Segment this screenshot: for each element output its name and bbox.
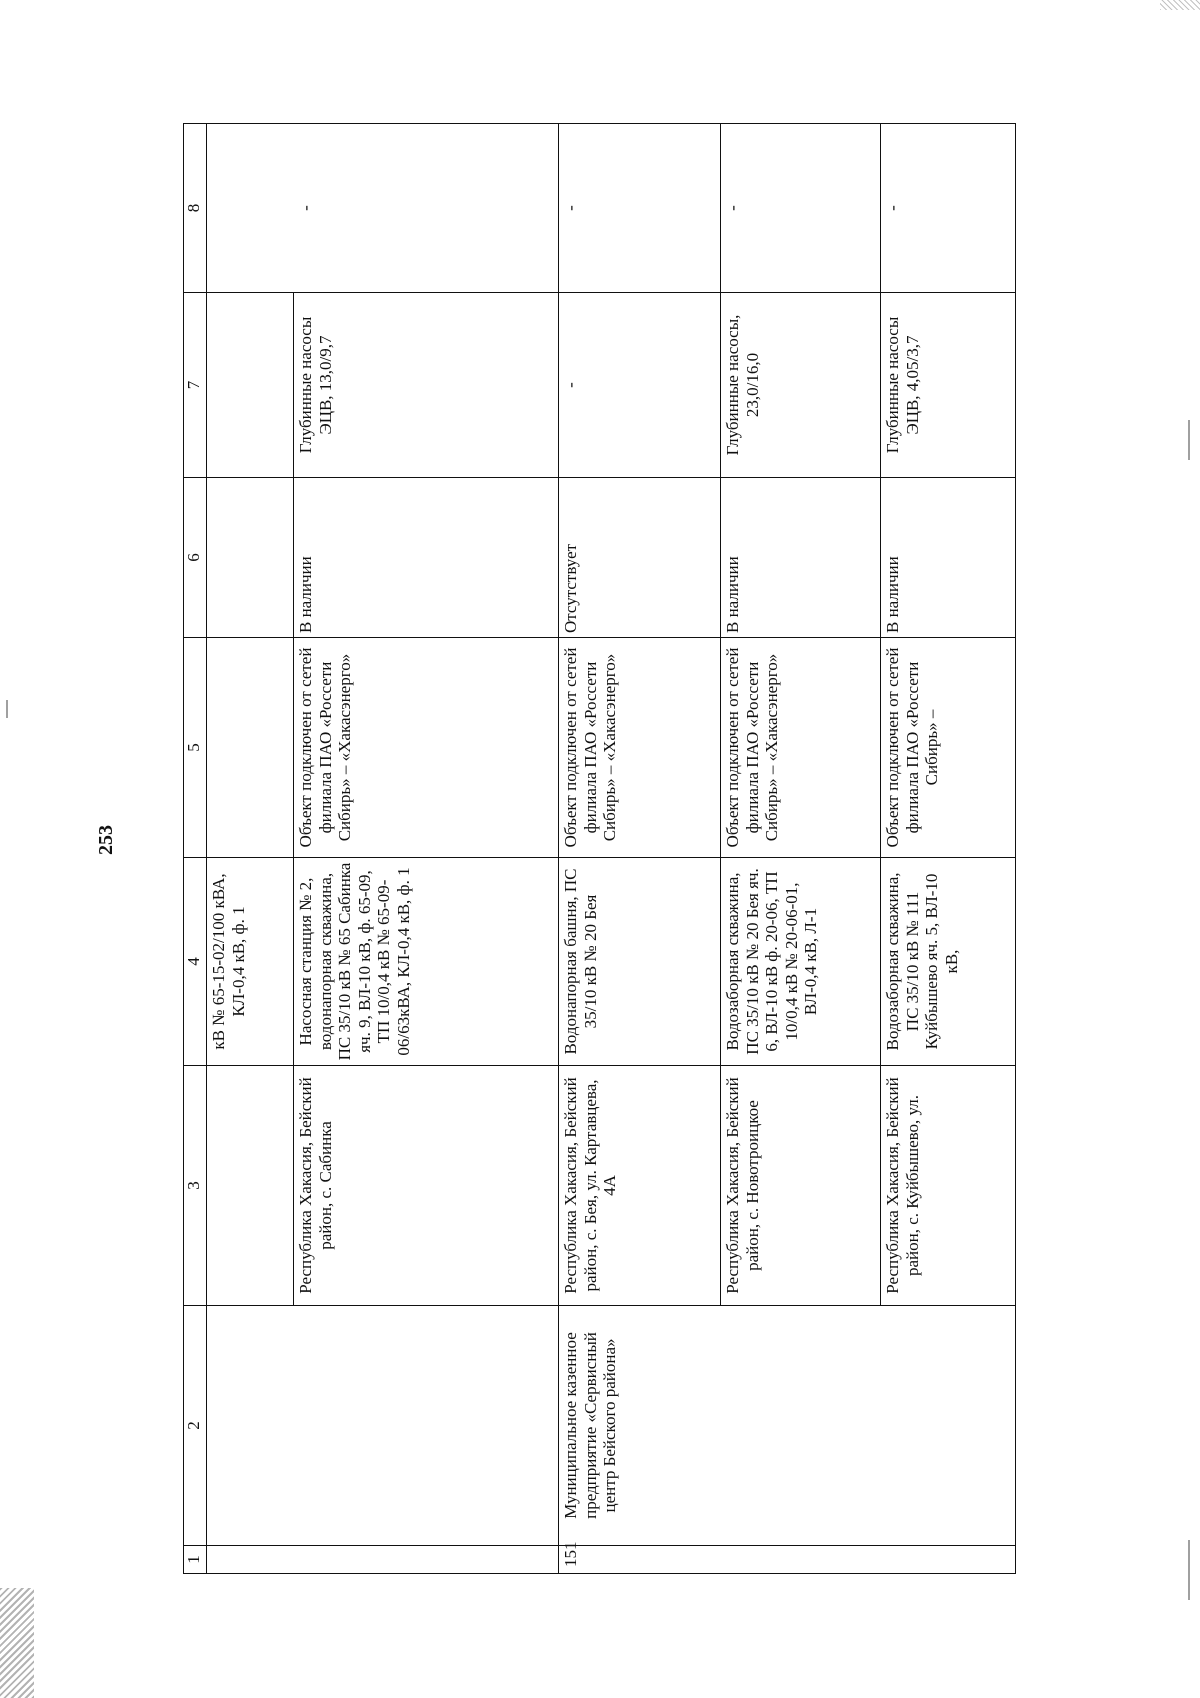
- cell-address: Республика Хакасия, Бейский район, с. Сабинка: [294, 1066, 559, 1306]
- cell-reserve: [207, 478, 294, 638]
- column-header: 3: [184, 1066, 207, 1306]
- cell-no: [294, 1546, 559, 1574]
- cell-power-source: Насосная станция № 2, водонапорная скважина, ПС 35/10 кВ № 65 Сабинка яч. 9, ВЛ-10 кВ, ф. 65-09, ТП 10/0,4 кВ № 65-09-06/63кВА, КЛ-0,4 кВ, ф. 1: [294, 858, 559, 1066]
- cell-address: Республика Хакасия, Бейский район, с. Бея, ул. Картавцева, 4А: [559, 1066, 721, 1306]
- cell-power-source: Водозаборная скважина, ПС 35/10 кВ № 111 Куйбышево яч. 5, ВЛ-10 кВ,: [881, 858, 1016, 1066]
- table-row-continuation: [207, 124, 294, 1574]
- column-header-row: [184, 124, 207, 1574]
- cell-organization: Муниципальное казенное предприятие «Сервисный центр Бейского района»: [559, 1306, 1016, 1546]
- scan-edge-mark: [1188, 420, 1190, 460]
- cell-connection: Объект подключен от сетей филиала ПАО «Россети Сибирь» – «Хакасэнерго»: [294, 638, 559, 858]
- cell-address: Республика Хакасия, Бейский район, с. Куйбышево, ул.: [881, 1066, 1016, 1306]
- cell-address: Республика Хакасия, Бейский район, с. Новотроицкое: [721, 1066, 881, 1306]
- cell-power-source: Водозаборная скважина, ПС 35/10 кВ № 20 Бея яч. 6, ВЛ-10 кВ ф. 20-06, ТП 10/0,4 кВ № 20-06-01, ВЛ-0,4 кВ, Л-1: [721, 858, 881, 1066]
- cell-equipment: -: [559, 293, 721, 478]
- cell-reserve: В наличии: [721, 478, 881, 638]
- cell-note: -: [294, 124, 559, 293]
- column-header: 4: [184, 858, 207, 1066]
- cell-reserve: В наличии: [881, 478, 1016, 638]
- cell-equipment: [207, 293, 294, 478]
- table-row: [559, 124, 721, 1574]
- cell-note: -: [721, 124, 881, 293]
- cell-connection: Объект подключен от сетей филиала ПАО «Россети Сибирь» – «Хакасэнерго»: [559, 638, 721, 858]
- cell-connection: Объект подключен от сетей филиала ПАО «Россети Сибирь» –: [881, 638, 1016, 858]
- scan-artifact: [1160, 0, 1200, 10]
- column-header: 1: [184, 1546, 207, 1574]
- column-header: 6: [184, 478, 207, 638]
- scan-edge-mark: [1188, 1540, 1190, 1600]
- cell-address: [207, 1066, 294, 1306]
- data-table: [183, 123, 1016, 1574]
- cell-no: 151: [559, 1546, 1016, 1574]
- cell-organization: [294, 1306, 559, 1546]
- cell-note: [207, 124, 294, 293]
- cell-no: [207, 1546, 294, 1574]
- cell-power-source: Водонапорная башня, ПС 35/10 кВ № 20 Бея: [559, 858, 721, 1066]
- scan-artifact: [0, 1588, 34, 1698]
- cell-power-source: кВ № 65-15-02/100 кВА, КЛ-0,4 кВ, ф. 1: [207, 858, 294, 1066]
- cell-equipment: Глубинные насосы ЭЦВ, 13,0/9,7: [294, 293, 559, 478]
- column-header: 8: [184, 124, 207, 293]
- cell-equipment: Глубинные насосы, 23,0/16,0: [721, 293, 881, 478]
- rotated-table-wrapper: [183, 124, 1073, 1574]
- cell-connection: Объект подключен от сетей филиала ПАО «Россети Сибирь» – «Хакасэнерго»: [721, 638, 881, 858]
- column-header: 7: [184, 293, 207, 478]
- cell-connection: [207, 638, 294, 858]
- column-header: 5: [184, 638, 207, 858]
- cell-equipment: Глубинные насосы ЭЦВ, 4,05/3,7: [881, 293, 1016, 478]
- page-number: 253: [94, 825, 117, 855]
- table-row: [294, 124, 559, 1574]
- cell-organization: [207, 1306, 294, 1546]
- cell-note: -: [881, 124, 1016, 293]
- scan-edge-mark: [6, 700, 8, 718]
- column-header: 2: [184, 1306, 207, 1546]
- cell-note: -: [559, 124, 721, 293]
- cell-reserve: Отсутствует: [559, 478, 721, 638]
- cell-reserve: В наличии: [294, 478, 559, 638]
